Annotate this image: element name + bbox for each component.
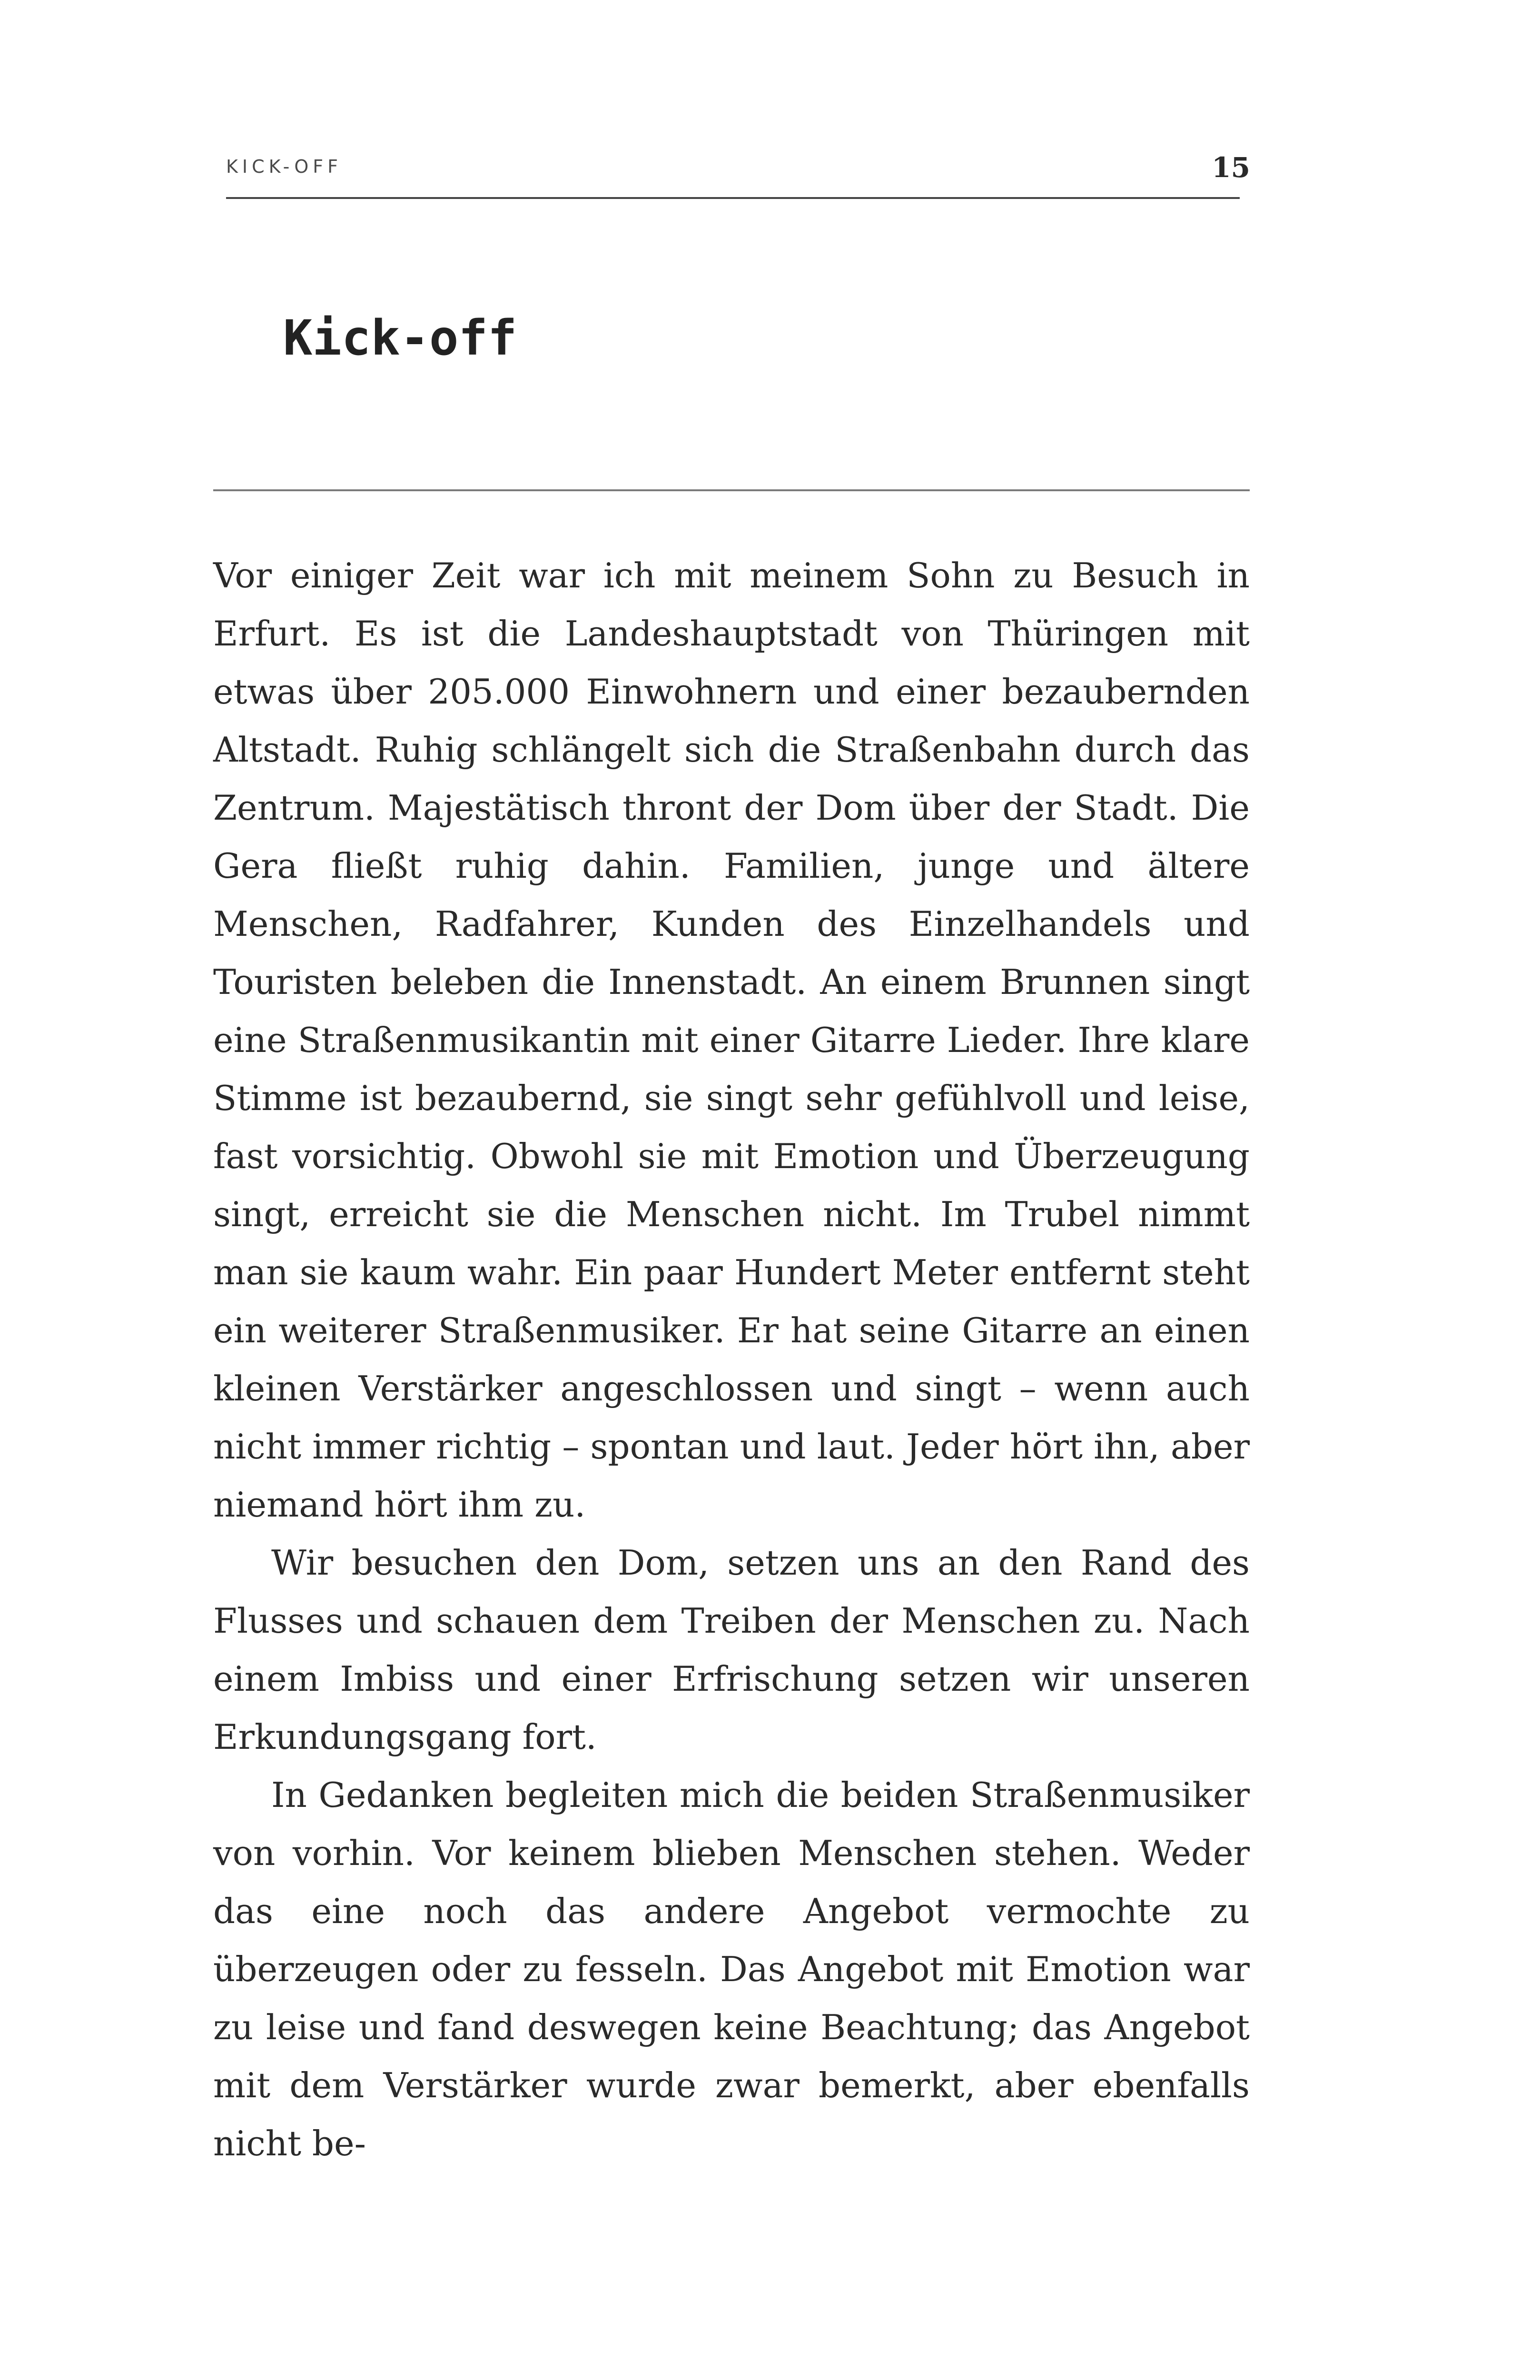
page-number: 15	[1212, 151, 1250, 184]
paragraph: In Gedanken begleiten mich die beiden Straßenmusiker von vorhin. Vor keinem blieben Menschen stehen. Weder das eine noch das andere Angebot vermochte zu überzeugen oder zu fesseln. Das Angebot mit Emotion war zu leise und fand deswegen keine Beachtung; das Angebot mit dem Verstärker wurde zwar bemerkt, aber ebenfalls nicht be-	[213, 1775, 1250, 2163]
paragraph: Wir besuchen den Dom, setzen uns an den Rand des Flusses und schauen dem Treiben der Menschen zu. Nach einem Imbiss und einer Erfrischung setzen wir unseren Erkundungsgang fort.	[213, 1543, 1250, 1757]
running-head	[226, 151, 1250, 199]
chapter-title: Kick-off	[283, 310, 517, 367]
running-head-title: KICK-OFF	[226, 156, 342, 177]
paragraph: Vor einiger Zeit war ich mit meinem Sohn zu Besuch in Erfurt. Es ist die Landeshauptstadt von Thüringen mit etwas über 205.000 Einwohnern und einer bezaubernden Altstadt. Ruhig schlängelt sich die Straßenbahn durch das Zentrum. Majestätisch thront der Dom über der Stadt. Die Gera fließt ruhig dahin. Familien, junge und ältere Menschen, Radfahrer, Kunden des Einzelhandels und Touristen beleben die Innenstadt. An einem Brunnen singt eine Straßenmusikantin mit einer Gitarre Lieder. Ihre klare Stimme ist bezaubernd, sie singt sehr gefühlvoll und leise, fast vorsichtig. Obwohl sie mit Emotion und Überzeugung singt, erreicht sie die Menschen nicht. Im Trubel nimmt man sie kaum wahr. Ein paar Hundert Meter entfernt steht ein weiterer Straßenmusiker. Er hat seine Gitarre an einen kleinen Verstärker angeschlossen und singt – wenn auch nicht immer richtig – spontan und laut. Jeder hört ihn, aber niemand hört ihm zu.	[213, 555, 1250, 1525]
body-text	[213, 546, 1250, 2172]
chapter-divider	[213, 489, 1250, 491]
